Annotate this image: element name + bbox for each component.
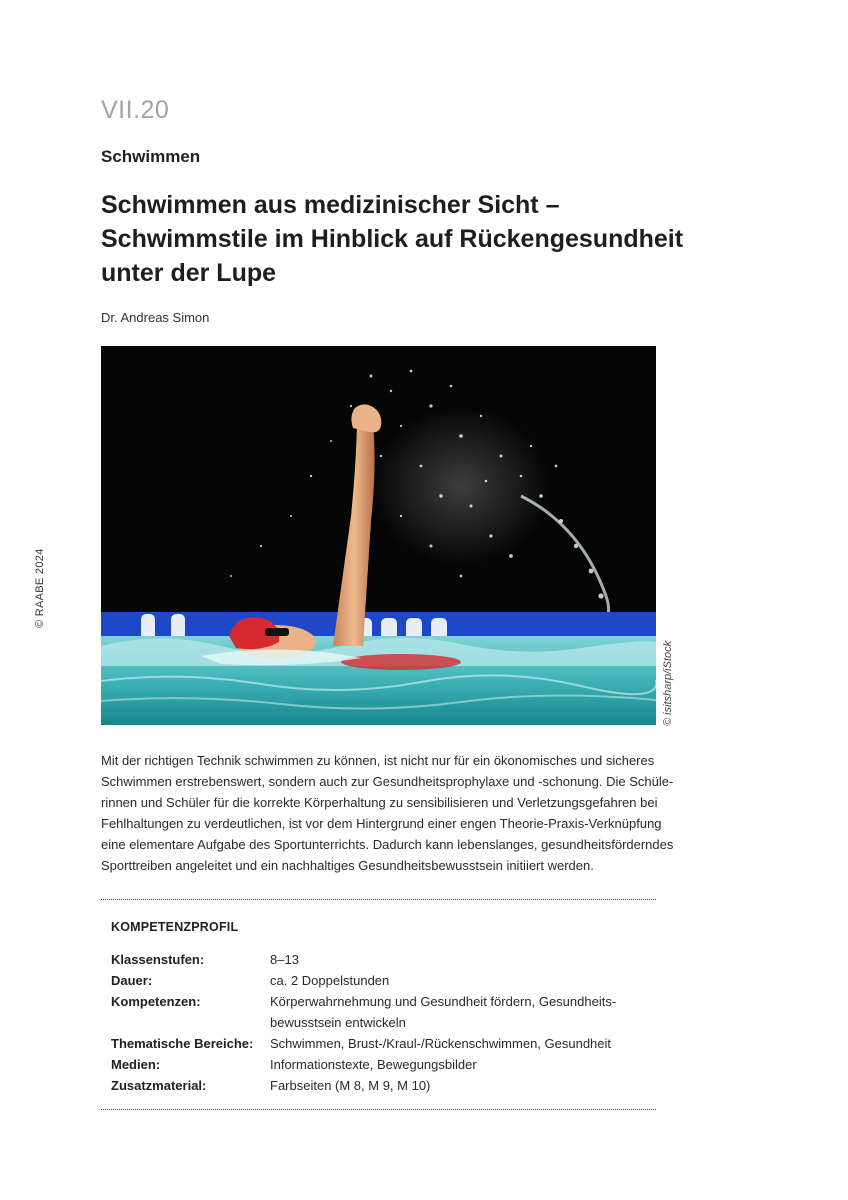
profile-value <box>270 1033 650 1054</box>
intro-paragraph <box>101 750 674 876</box>
intro-line: Mit der richtigen Technik schwimmen zu können, ist nicht nur für ein ökonomisches und sicheres <box>101 753 655 768</box>
intro-line: Sporttreiben angeleitet und ein nachhaltiges Gesundheitsbewusstsein initiiert werden. <box>101 858 594 873</box>
profile-value <box>270 949 650 970</box>
intro-line: rinnen und Schüler für die korrekte Körperhaltung zu sensibilisieren und Verletzungsgefahren bei <box>101 795 658 810</box>
subject-heading: Schwimmen <box>101 147 201 166</box>
profile-label: Kompetenzen: <box>111 994 201 1009</box>
profile-value-line: 8–13 <box>270 952 299 967</box>
profile-value-line: ca. 2 Doppelstunden <box>270 973 390 988</box>
profile-label: Zusatzmaterial: <box>111 1078 207 1093</box>
profile-value <box>270 970 650 991</box>
photo-credit: © isitsharp/iStock <box>662 640 674 726</box>
title-line: unter der Lupe <box>101 259 277 287</box>
divider-top <box>101 899 656 900</box>
copyright-note: © RAABE 2024 <box>34 548 46 628</box>
intro-line: Fehlhaltungen zu verdeutlichen, ist vor dem Hintergrund einer engen Theorie-Praxis-Verknüpfung <box>101 816 662 831</box>
profile-value-line: Körperwahrnehmung und Gesundheit fördern, Gesundheits- <box>270 994 617 1009</box>
profile-label: Medien: <box>111 1057 161 1072</box>
page-title <box>101 188 701 290</box>
profile-value-line: Farbseiten (M 8, M 9, M 10) <box>270 1078 431 1093</box>
author: Dr. Andreas Simon <box>101 310 210 325</box>
swimmer-photo <box>101 346 656 725</box>
swimmer-body <box>341 654 461 670</box>
intro-line: eine elementare Aufgabe des Sportunterrichts. Dadurch kann lebenslanges, gesundheitsförderndes <box>101 837 674 852</box>
chapter-number: VII.20 <box>101 96 170 124</box>
profile-value-line: bewusstsein entwickeln <box>270 1015 406 1030</box>
intro-line: Schwimmen erstrebenswert, sondern auch zur Gesundheitsprophylaxe und -schonung. Die Schüle- <box>101 774 674 789</box>
profile-value <box>270 991 650 1033</box>
profile-value <box>270 1075 650 1096</box>
profile-value <box>270 1054 650 1075</box>
profile-value-line: Schwimmen, Brust-/Kraul-/Rückenschwimmen, Gesundheit <box>270 1036 612 1051</box>
profile-value-line: Informationstexte, Bewegungsbilder <box>270 1057 477 1072</box>
profile-label: Dauer: <box>111 973 153 988</box>
divider-bottom <box>101 1109 656 1110</box>
title-line: Schwimmen aus medizinischer Sicht – <box>101 191 560 219</box>
title-line: Schwimmstile im Hinblick auf Rückengesundheit <box>101 225 684 253</box>
profile-label: Klassenstufen: <box>111 952 205 967</box>
profile-label: Thematische Bereiche: <box>111 1036 254 1051</box>
profile-heading: KOMPETENZPROFIL <box>111 920 239 934</box>
